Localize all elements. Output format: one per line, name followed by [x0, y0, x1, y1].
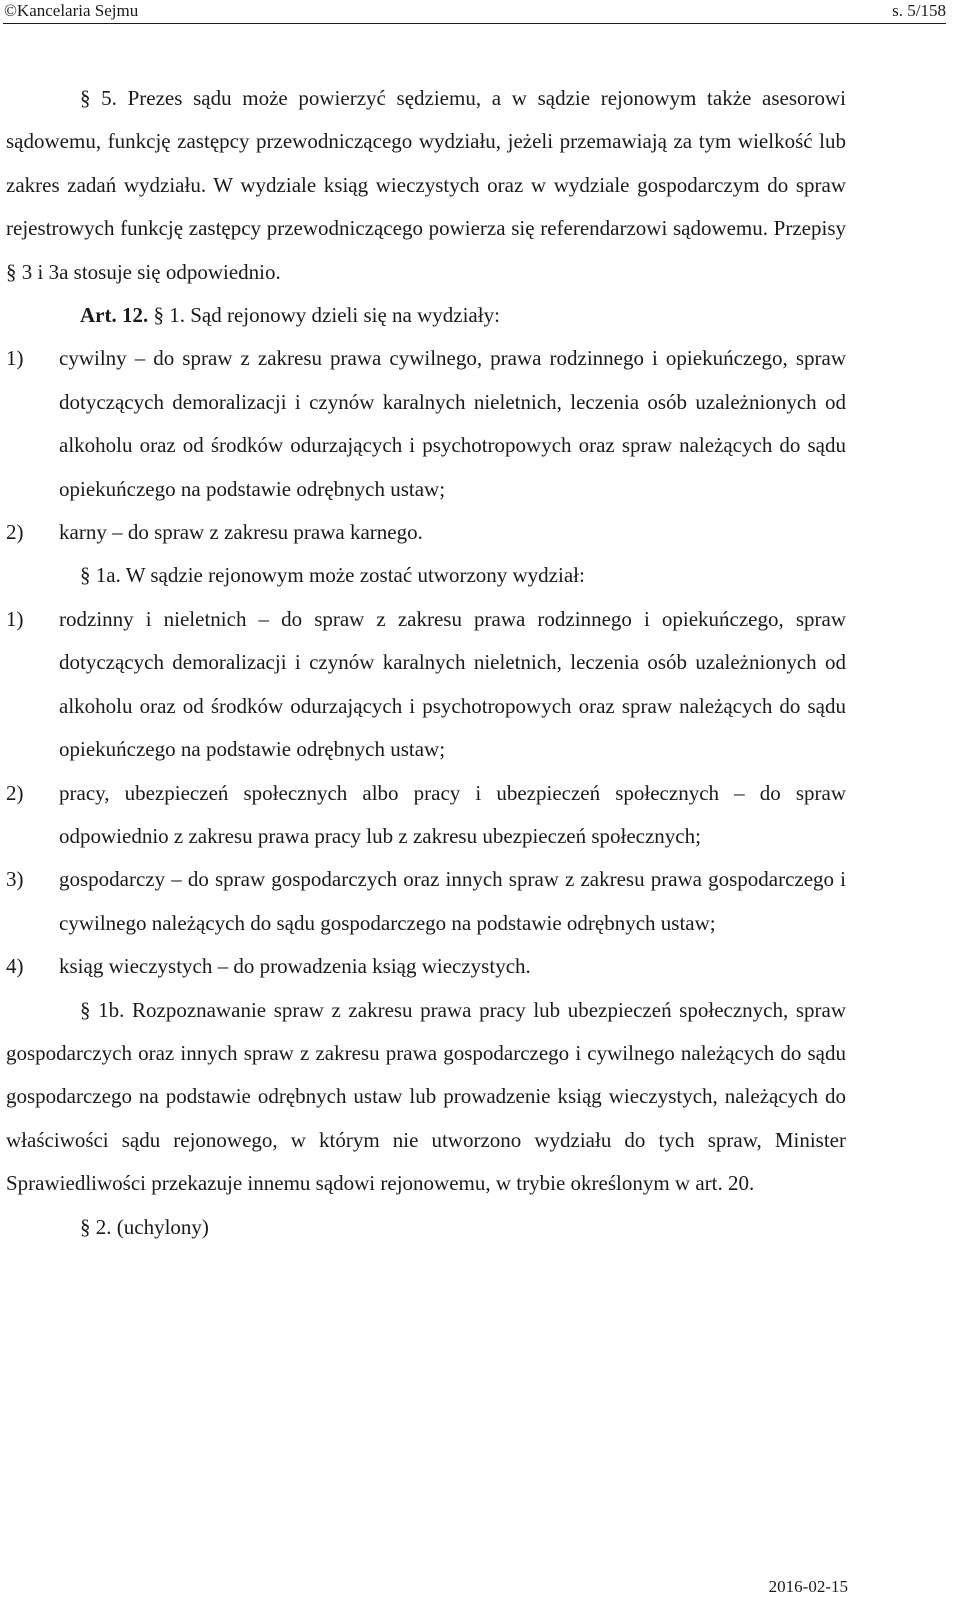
article-12-intro	[6, 294, 846, 337]
list-item-number: 2)	[6, 780, 24, 805]
list-2-item-3	[6, 858, 846, 945]
header-rule	[3, 23, 946, 24]
list-item-text: cywilny – do spraw z zakresu prawa cywilnego, prawa rodzinnego i opiekuńczego, spraw dotyczących demoralizacji i czynów karalnych nieletnich, leczenia osób uzależnionych od alkoholu oraz od środków odurzających i psychotropowych oraz spraw należących do sądu opiekuńczego na podstawie odrębnych ustaw;	[59, 346, 846, 501]
paragraph-5: § 5. Prezes sądu może powierzyć sędziemu, a w sądzie rejonowym także asesorowi sądowemu, funkcję zastępcy przewodniczącego wydziału, jeżeli przemawiają za tym wielkość lub zakres zadań wydziału. W wydziale ksiąg wieczystych oraz w wydziale gospodarczym do spraw rejestrowych funkcję zastępcy przewodniczącego powierza się referendarzowi sądowemu. Przepisy § 3 i 3a stosuje się odpowiednio.	[6, 86, 846, 284]
list-1-item-1	[6, 337, 846, 511]
article-12-para-1: § 1. Sąd rejonowy dzieli się na wydziały:	[148, 303, 500, 328]
paragraph-1b: § 1b. Rozpoznawanie spraw z zakresu prawa pracy lub ubezpieczeń społecznych, spraw gospodarczych oraz innych spraw z zakresu prawa gospodarczego i cywilnego należących do sądu gospodarczego na podstawie odrębnych ustaw lub prowadzenie ksiąg wieczystych, należących do właściwości sądu rejonowego, w którym nie utworzono wydziału do tych spraw, Minister Sprawiedliwości przekazuje innemu sądowi rejonowemu, w trybie określonym w art. 20.	[6, 997, 846, 1196]
list-item-text: ksiąg wieczystych – do prowadzenia ksiąg wieczystych.	[59, 954, 531, 979]
paragraph-2: § 2. (uchylony)	[80, 1214, 209, 1239]
list-item-text: gospodarczy – do spraw gospodarczych oraz innych spraw z zakresu prawa gospodarczego i cywilnego należących do sądu gospodarczego na podstawie odrębnych ustaw;	[59, 867, 846, 935]
header-page-number: s. 5/158	[892, 1, 946, 20]
list-item-text: rodzinny i nieletnich – do spraw z zakresu prawa rodzinnego i opiekuńczego, spraw dotyczących demoralizacji i czynów karalnych nieletnich, leczenia osób uzależnionych od alkoholu oraz od środków odurzających i psychotropowych oraz spraw należących do sądu opiekuńczego na podstawie odrębnych ustaw;	[59, 606, 846, 762]
list-2-item-1	[6, 598, 846, 772]
list-item-text: karny – do spraw z zakresu prawa karnego.	[59, 520, 423, 545]
list-2-item-4	[6, 945, 846, 988]
article-12-heading: Art. 12.	[80, 303, 149, 328]
list-item-number: 1)	[6, 606, 24, 631]
list-item-number: 1)	[6, 346, 24, 371]
footer-date: 2016-02-15	[768, 1577, 848, 1596]
document-body	[6, 77, 846, 1249]
list-item-text: pracy, ubezpieczeń społecznych albo pracy i ubezpieczeń społecznych – do spraw odpowiednio z zakresu prawa pracy lub z zakresu ubezpieczeń społecznych;	[59, 780, 846, 848]
list-item-number: 4)	[6, 954, 24, 979]
paragraph-1a: § 1a. W sądzie rejonowym może zostać utworzony wydział:	[80, 563, 585, 588]
list-2-item-2	[6, 772, 846, 859]
page-header	[0, 0, 960, 24]
list-item-number: 2)	[6, 520, 24, 545]
list-1-item-2	[6, 511, 846, 554]
list-item-number: 3)	[6, 867, 24, 892]
header-copyright: ©Kancelaria Sejmu	[4, 1, 139, 20]
